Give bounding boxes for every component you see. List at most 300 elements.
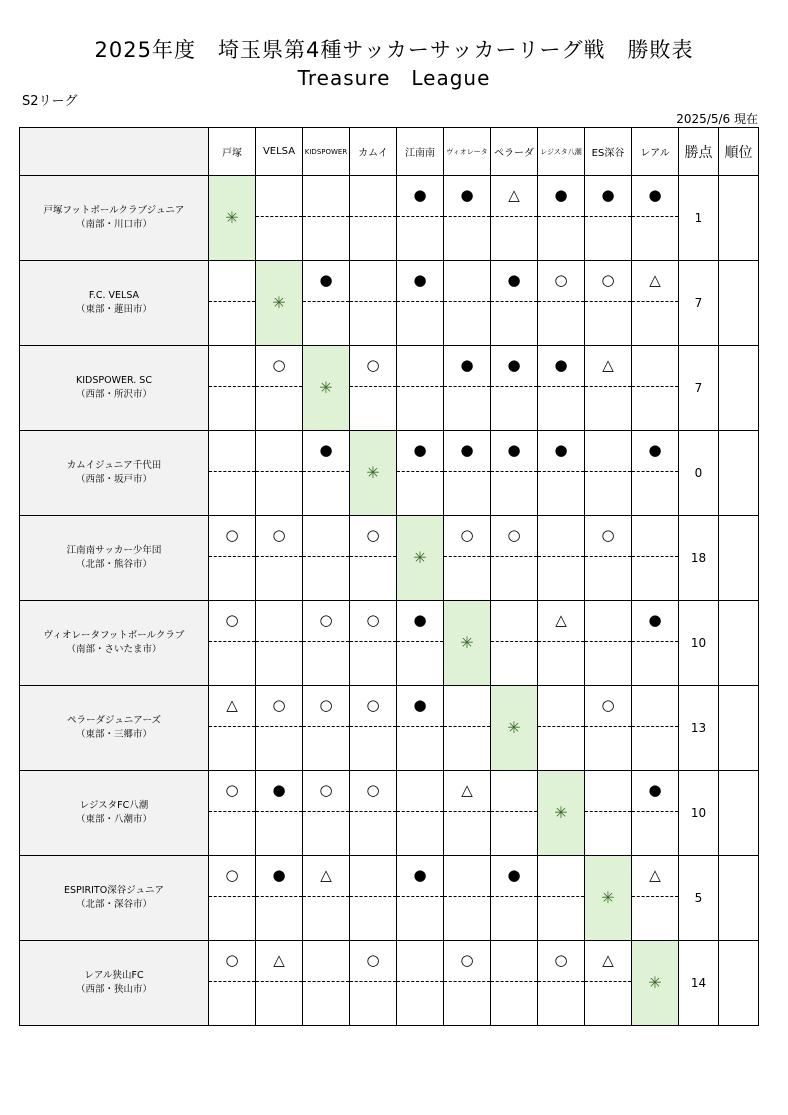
- result-cell: [444, 346, 491, 431]
- result-cell: [632, 431, 679, 516]
- result-cell: [350, 941, 397, 1026]
- dashed-divider: [538, 216, 584, 217]
- dashed-divider: [350, 981, 396, 982]
- table-row: [20, 856, 759, 941]
- dashed-divider: [256, 216, 302, 217]
- result-cell: [209, 856, 256, 941]
- result-cell: [303, 601, 350, 686]
- dashed-divider: [350, 811, 396, 812]
- points-cell: 13: [679, 686, 719, 771]
- dashed-divider: [209, 811, 255, 812]
- column-header: ペラーダ: [491, 128, 538, 176]
- team-name: レジスタFC八潮: [79, 800, 149, 811]
- dashed-divider: [350, 641, 396, 642]
- result-cell: [538, 856, 585, 941]
- result-mark: ●: [648, 611, 662, 629]
- column-header: 戸塚: [209, 128, 256, 176]
- dashed-divider: [585, 726, 631, 727]
- result-mark: ○: [507, 526, 521, 544]
- points-cell: 18: [679, 516, 719, 601]
- team-area: （西部・坂戸市）: [75, 474, 152, 485]
- result-mark: ○: [225, 866, 239, 884]
- rank-cell: [719, 856, 759, 941]
- dashed-divider: [444, 811, 490, 812]
- self-match-cell: [585, 856, 632, 941]
- result-cell: [444, 431, 491, 516]
- result-mark: ●: [554, 441, 568, 459]
- result-cell: [538, 941, 585, 1026]
- dashed-divider: [209, 471, 255, 472]
- result-cell: [632, 261, 679, 346]
- dashed-divider: [444, 726, 490, 727]
- self-match-cell: [444, 601, 491, 686]
- result-cell: [491, 431, 538, 516]
- result-mark: ●: [413, 866, 427, 884]
- league-label: S2リーグ: [22, 94, 78, 109]
- page-title: 2025年度 埼玉県第4種サッカーサッカーリーグ戦 勝敗表: [94, 38, 694, 62]
- result-cell: [585, 431, 632, 516]
- team-name: KIDSPOWER. SC: [76, 375, 152, 386]
- result-mark: △: [649, 866, 661, 884]
- result-cell: [209, 601, 256, 686]
- dashed-divider: [303, 811, 349, 812]
- dashed-divider: [491, 301, 537, 302]
- result-mark: ○: [601, 696, 615, 714]
- table-row: [20, 771, 759, 856]
- result-cell: [209, 346, 256, 431]
- result-mark: △: [226, 696, 238, 714]
- column-header: 江南南: [397, 128, 444, 176]
- dashed-divider: [491, 471, 537, 472]
- self-match-cell: [397, 516, 444, 601]
- self-mark-icon: ✳: [272, 293, 286, 312]
- dashed-divider: [491, 811, 537, 812]
- result-cell: [350, 856, 397, 941]
- result-cell: [303, 856, 350, 941]
- result-cell: [585, 771, 632, 856]
- result-cell: [491, 261, 538, 346]
- column-header: ES深谷: [585, 128, 632, 176]
- result-mark: ○: [554, 951, 568, 969]
- result-cell: [538, 431, 585, 516]
- result-mark: ○: [319, 611, 333, 629]
- dashed-divider: [491, 896, 537, 897]
- result-cell: [209, 261, 256, 346]
- dashed-divider: [350, 896, 396, 897]
- result-cell: [256, 431, 303, 516]
- dashed-divider: [444, 216, 490, 217]
- dashed-divider: [585, 301, 631, 302]
- self-match-cell: [303, 346, 350, 431]
- column-header: レジスタ八潮: [538, 128, 585, 176]
- dashed-divider: [585, 386, 631, 387]
- result-cell: [585, 346, 632, 431]
- points-cell: 7: [679, 261, 719, 346]
- column-header: ヴィオレータ: [444, 128, 491, 176]
- team-area: （西部・所沢市）: [75, 389, 152, 400]
- team-area: （北部・深谷市）: [75, 899, 152, 910]
- dashed-divider: [491, 386, 537, 387]
- dashed-divider: [538, 726, 584, 727]
- result-cell: [256, 771, 303, 856]
- result-mark: ○: [366, 356, 380, 374]
- dashed-divider: [209, 301, 255, 302]
- result-cell: [350, 176, 397, 261]
- team-name: レアル狭山FC: [84, 970, 144, 981]
- result-cell: [444, 686, 491, 771]
- points-cell: 10: [679, 771, 719, 856]
- result-mark: ●: [554, 356, 568, 374]
- self-mark-icon: ✳: [460, 633, 474, 652]
- dashed-divider: [444, 896, 490, 897]
- table-row: [20, 346, 759, 431]
- result-mark: ●: [460, 186, 474, 204]
- result-cell: [538, 686, 585, 771]
- table-row: [20, 261, 759, 346]
- result-mark: ○: [601, 526, 615, 544]
- result-mark: ●: [413, 611, 427, 629]
- result-cell: [256, 346, 303, 431]
- result-cell: [585, 941, 632, 1026]
- team-name: ヴィオレータフットボールクラブ: [43, 630, 185, 641]
- result-mark: ○: [366, 526, 380, 544]
- dashed-divider: [632, 301, 678, 302]
- result-cell: [256, 856, 303, 941]
- dashed-divider: [585, 216, 631, 217]
- table-row: [20, 176, 759, 261]
- result-cell: [256, 176, 303, 261]
- result-mark: ○: [319, 781, 333, 799]
- dashed-divider: [256, 556, 302, 557]
- result-cell: [303, 516, 350, 601]
- result-mark: ○: [225, 526, 239, 544]
- result-mark: ●: [272, 866, 286, 884]
- rank-cell: [719, 601, 759, 686]
- self-mark-icon: ✳: [413, 548, 427, 567]
- result-cell: [444, 771, 491, 856]
- self-mark-icon: ✳: [507, 718, 521, 737]
- rank-cell: [719, 516, 759, 601]
- dashed-divider: [585, 811, 631, 812]
- result-cell: [350, 686, 397, 771]
- result-mark: ●: [319, 271, 333, 289]
- result-mark: ●: [507, 271, 521, 289]
- team-name: 戸塚フットボールクラブジュニア: [43, 205, 185, 216]
- result-mark: ●: [413, 441, 427, 459]
- result-cell: [538, 176, 585, 261]
- dashed-divider: [256, 981, 302, 982]
- dashed-divider: [303, 556, 349, 557]
- result-cell: [350, 261, 397, 346]
- points-cell: 10: [679, 601, 719, 686]
- dashed-divider: [397, 981, 443, 982]
- result-cell: [538, 601, 585, 686]
- result-cell: [444, 941, 491, 1026]
- result-mark: △: [320, 866, 332, 884]
- dashed-divider: [538, 471, 584, 472]
- result-cell: [491, 346, 538, 431]
- dashed-divider: [444, 301, 490, 302]
- team-area: （南部・川口市）: [75, 219, 152, 230]
- rank-cell: [719, 771, 759, 856]
- team-cell: [20, 516, 209, 601]
- dashed-divider: [632, 896, 678, 897]
- points-cell: 7: [679, 346, 719, 431]
- result-mark: ●: [319, 441, 333, 459]
- rank-cell: [719, 686, 759, 771]
- result-mark: ○: [460, 951, 474, 969]
- page-subtitle: Treasure League: [297, 66, 491, 90]
- header-row: [20, 128, 759, 176]
- self-match-cell: [256, 261, 303, 346]
- standings-table: [19, 127, 759, 1026]
- result-cell: [585, 686, 632, 771]
- points-cell: 1: [679, 176, 719, 261]
- result-cell: [350, 771, 397, 856]
- column-header: KIDSPOWER: [303, 128, 350, 176]
- dashed-divider: [303, 216, 349, 217]
- team-cell: [20, 346, 209, 431]
- self-match-cell: [491, 686, 538, 771]
- result-cell: [397, 431, 444, 516]
- result-mark: ●: [460, 356, 474, 374]
- result-cell: [209, 686, 256, 771]
- dashed-divider: [209, 726, 255, 727]
- result-cell: [397, 941, 444, 1026]
- result-mark: ●: [507, 356, 521, 374]
- result-mark: ○: [366, 611, 380, 629]
- dashed-divider: [491, 556, 537, 557]
- team-area: （東部・蓮田市）: [75, 304, 152, 315]
- result-mark: ○: [225, 781, 239, 799]
- team-area: （南部・さいたま市）: [66, 644, 162, 655]
- result-cell: [397, 346, 444, 431]
- result-cell: [256, 516, 303, 601]
- result-cell: [350, 346, 397, 431]
- dashed-divider: [632, 556, 678, 557]
- result-cell: [585, 516, 632, 601]
- result-cell: [632, 346, 679, 431]
- points-header: 勝点: [679, 128, 719, 176]
- dashed-divider: [585, 641, 631, 642]
- dashed-divider: [397, 641, 443, 642]
- result-mark: ○: [366, 781, 380, 799]
- self-mark-icon: ✳: [366, 463, 380, 482]
- dashed-divider: [209, 641, 255, 642]
- dashed-divider: [350, 216, 396, 217]
- result-mark: △: [602, 951, 614, 969]
- result-cell: [209, 431, 256, 516]
- result-mark: ●: [460, 441, 474, 459]
- dashed-divider: [256, 471, 302, 472]
- result-mark: ●: [507, 441, 521, 459]
- result-mark: ○: [272, 526, 286, 544]
- self-mark-icon: ✳: [319, 378, 333, 397]
- result-cell: [397, 686, 444, 771]
- result-mark: ●: [554, 186, 568, 204]
- result-mark: ○: [319, 696, 333, 714]
- result-cell: [491, 176, 538, 261]
- result-mark: ●: [413, 186, 427, 204]
- result-cell: [491, 941, 538, 1026]
- result-cell: [444, 261, 491, 346]
- result-cell: [632, 686, 679, 771]
- result-mark: ○: [366, 951, 380, 969]
- dashed-divider: [538, 301, 584, 302]
- team-cell: [20, 176, 209, 261]
- dashed-divider: [303, 641, 349, 642]
- result-mark: ○: [225, 611, 239, 629]
- self-match-cell: [538, 771, 585, 856]
- result-mark: △: [273, 951, 285, 969]
- result-cell: [209, 516, 256, 601]
- dashed-divider: [397, 811, 443, 812]
- result-cell: [350, 516, 397, 601]
- result-cell: [209, 941, 256, 1026]
- result-mark: ●: [648, 441, 662, 459]
- team-cell: [20, 771, 209, 856]
- result-cell: [632, 516, 679, 601]
- result-mark: ○: [460, 526, 474, 544]
- self-mark-icon: ✳: [648, 973, 662, 992]
- result-mark: ○: [366, 696, 380, 714]
- result-cell: [256, 601, 303, 686]
- rank-cell: [719, 431, 759, 516]
- result-cell: [303, 431, 350, 516]
- as-of-date: 2025/5/6 現在: [676, 112, 758, 126]
- result-cell: [491, 516, 538, 601]
- result-mark: ○: [601, 271, 615, 289]
- team-column-header: [20, 128, 209, 176]
- team-area: （東部・三郷市）: [75, 729, 152, 740]
- dashed-divider: [303, 981, 349, 982]
- result-cell: [632, 856, 679, 941]
- dashed-divider: [538, 641, 584, 642]
- result-cell: [538, 346, 585, 431]
- result-mark: △: [461, 781, 473, 799]
- result-cell: [303, 771, 350, 856]
- result-cell: [350, 601, 397, 686]
- result-cell: [397, 176, 444, 261]
- table-row: [20, 431, 759, 516]
- dashed-divider: [303, 896, 349, 897]
- dashed-divider: [491, 981, 537, 982]
- dashed-divider: [397, 896, 443, 897]
- result-cell: [538, 516, 585, 601]
- dashed-divider: [350, 386, 396, 387]
- dashed-divider: [585, 471, 631, 472]
- team-cell: [20, 856, 209, 941]
- dashed-divider: [538, 386, 584, 387]
- result-cell: [444, 176, 491, 261]
- self-mark-icon: ✳: [225, 208, 239, 227]
- column-header: カムイ: [350, 128, 397, 176]
- rank-cell: [719, 261, 759, 346]
- dashed-divider: [632, 216, 678, 217]
- dashed-divider: [538, 896, 584, 897]
- dashed-divider: [538, 981, 584, 982]
- team-area: （西部・狭山市）: [75, 984, 152, 995]
- team-name: F.C. VELSA: [88, 290, 140, 301]
- column-header: レアル: [632, 128, 679, 176]
- dashed-divider: [444, 471, 490, 472]
- result-cell: [256, 941, 303, 1026]
- dashed-divider: [397, 301, 443, 302]
- table-row: [20, 941, 759, 1026]
- table-row: [20, 686, 759, 771]
- team-name: ESPIRITO深谷ジュニア: [63, 885, 165, 896]
- result-cell: [209, 771, 256, 856]
- result-cell: [632, 771, 679, 856]
- result-cell: [303, 176, 350, 261]
- result-cell: [444, 856, 491, 941]
- dashed-divider: [209, 386, 255, 387]
- table-row: [20, 601, 759, 686]
- team-cell: [20, 601, 209, 686]
- result-mark: ○: [225, 951, 239, 969]
- dashed-divider: [256, 641, 302, 642]
- result-mark: ●: [507, 866, 521, 884]
- dashed-divider: [303, 471, 349, 472]
- result-cell: [444, 516, 491, 601]
- rank-cell: [719, 346, 759, 431]
- dashed-divider: [632, 811, 678, 812]
- dashed-divider: [350, 556, 396, 557]
- dashed-divider: [632, 641, 678, 642]
- dashed-divider: [491, 216, 537, 217]
- team-area: （東部・八潮市）: [75, 814, 152, 825]
- dashed-divider: [444, 386, 490, 387]
- dashed-divider: [491, 641, 537, 642]
- team-area: （北部・熊谷市）: [75, 559, 152, 570]
- result-cell: [632, 176, 679, 261]
- result-cell: [397, 771, 444, 856]
- result-cell: [585, 601, 632, 686]
- column-header: VELSA: [256, 128, 303, 176]
- team-cell: [20, 941, 209, 1026]
- result-cell: [303, 941, 350, 1026]
- result-mark: ●: [413, 271, 427, 289]
- dashed-divider: [209, 896, 255, 897]
- team-name: ペラーダジュニアーズ: [66, 715, 162, 726]
- team-cell: [20, 431, 209, 516]
- result-mark: ○: [554, 271, 568, 289]
- result-mark: △: [508, 186, 520, 204]
- result-cell: [397, 601, 444, 686]
- result-cell: [491, 856, 538, 941]
- table-row: [20, 516, 759, 601]
- dashed-divider: [256, 896, 302, 897]
- dashed-divider: [397, 471, 443, 472]
- dashed-divider: [585, 981, 631, 982]
- result-cell: [585, 261, 632, 346]
- points-cell: 0: [679, 431, 719, 516]
- result-mark: ●: [413, 696, 427, 714]
- rank-cell: [719, 941, 759, 1026]
- result-cell: [491, 771, 538, 856]
- result-cell: [303, 261, 350, 346]
- dashed-divider: [632, 471, 678, 472]
- dashed-divider: [256, 811, 302, 812]
- self-match-cell: [350, 431, 397, 516]
- result-cell: [397, 856, 444, 941]
- result-mark: ●: [601, 186, 615, 204]
- result-mark: ●: [648, 186, 662, 204]
- result-mark: ●: [272, 781, 286, 799]
- dashed-divider: [350, 301, 396, 302]
- dashed-divider: [444, 556, 490, 557]
- self-mark-icon: ✳: [601, 888, 615, 907]
